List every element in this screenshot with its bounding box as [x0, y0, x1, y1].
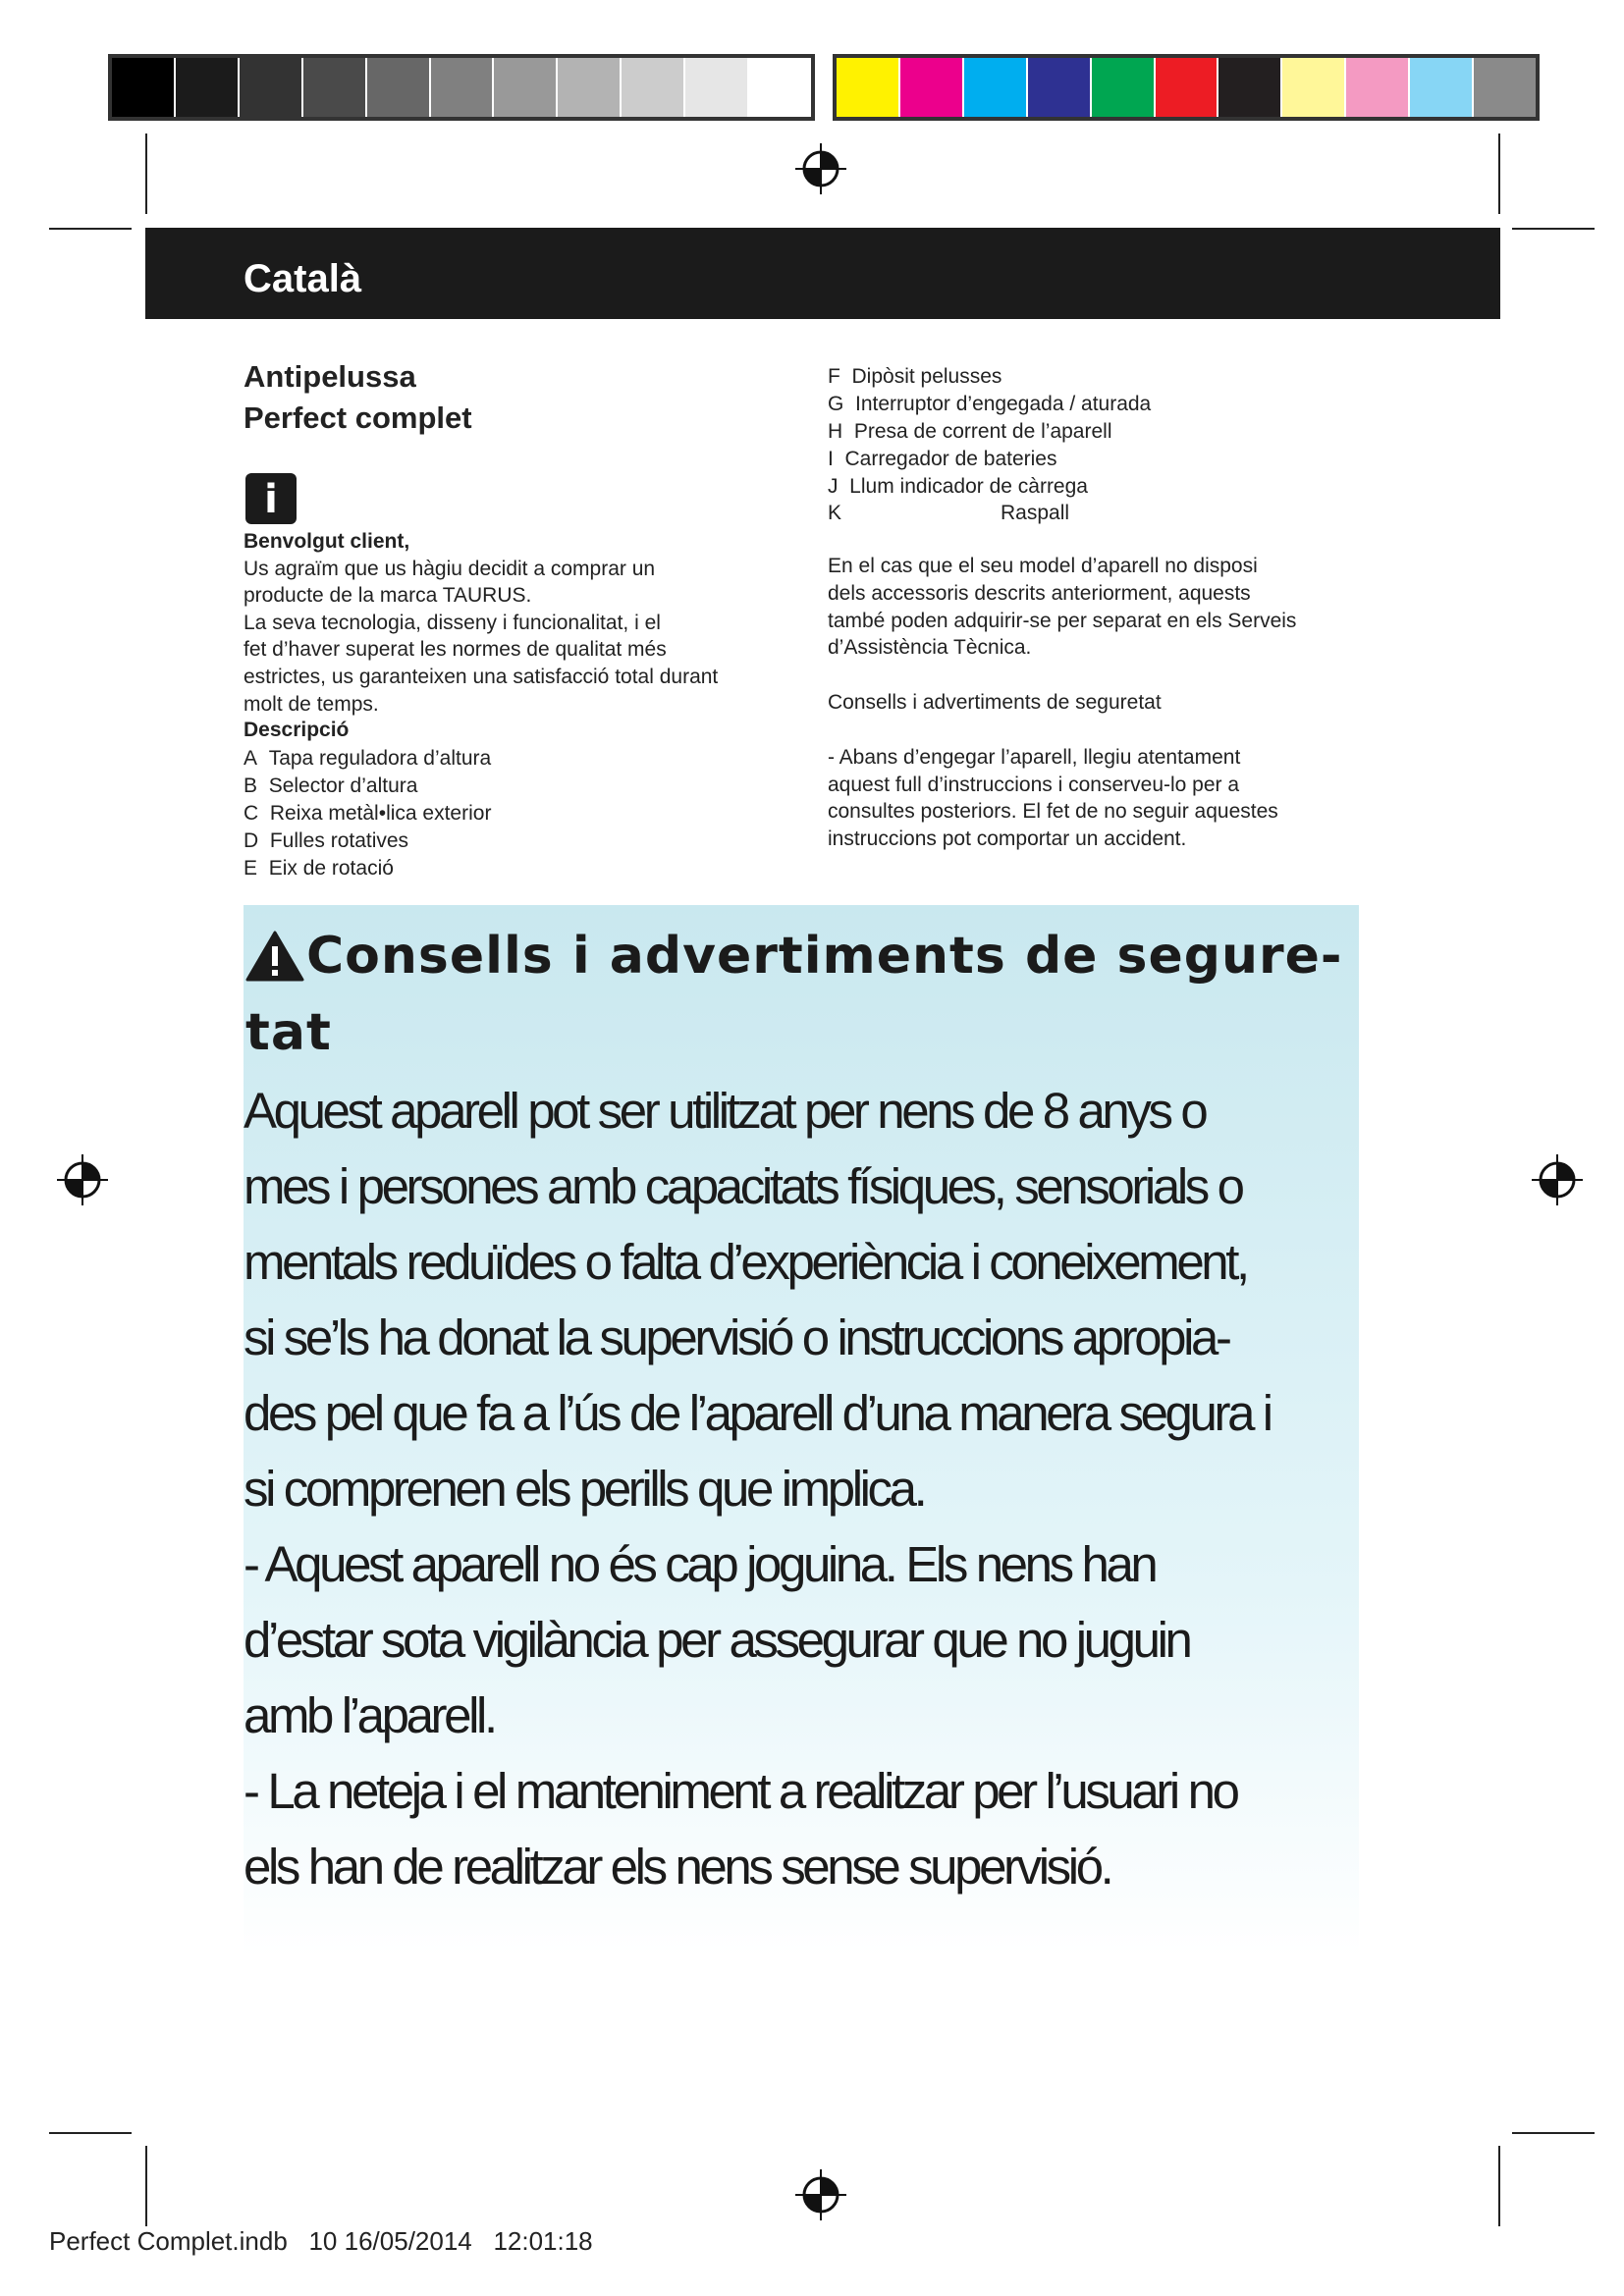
accessories-note-line: d’Assistència Tècnica.	[828, 636, 1032, 659]
gray-swatch	[176, 58, 240, 117]
color-swatch	[1282, 58, 1346, 117]
color-swatch	[1156, 58, 1219, 117]
grayscale-color-bar	[108, 54, 815, 121]
color-swatch	[1092, 58, 1156, 117]
description-item: I Carregador de bateries	[828, 448, 1057, 470]
crop-mark-top-left-horizontal	[49, 228, 132, 230]
warning-title-line2: tat	[245, 1003, 332, 1062]
greeting-line: molt de temps.	[244, 693, 379, 716]
greeting-line: estrictes, us garanteixen una satisfacció total durant	[244, 666, 719, 688]
warning-text-line: des pel que fa a l’ús de l’aparell d’una manera segura i	[244, 1385, 1271, 1441]
process-color-bar	[833, 54, 1540, 121]
greeting-line: fet d’haver superat les normes de qualitat més	[244, 638, 667, 661]
warning-text-line: - La neteja i el manteniment a realitzar per l’usuari no	[244, 1763, 1237, 1819]
warning-text-line: amb l’aparell.	[244, 1687, 495, 1743]
gray-swatch	[431, 58, 495, 117]
warning-title-line1: Consells i advertiments de segure-	[306, 927, 1343, 986]
safety-intro-line: - Abans d’engegar l’aparell, llegiu atentament	[828, 746, 1241, 769]
info-icon: i	[245, 473, 297, 524]
description-heading: Descripció	[244, 719, 350, 741]
description-item: K Raspall	[828, 502, 1070, 524]
gray-swatch	[494, 58, 558, 117]
color-swatch	[900, 58, 964, 117]
registration-mark-left-icon	[57, 1154, 108, 1205]
description-item: H Presa de corrent de l’aparell	[828, 420, 1112, 443]
description-item: D Fulles rotatives	[244, 829, 409, 852]
warning-text-line: Aquest aparell pot ser utilitzat per nens de 8 anys o	[244, 1083, 1206, 1139]
color-swatch	[964, 58, 1028, 117]
registration-mark-top-icon	[795, 143, 846, 194]
accessories-note-line: En el cas que el seu model d’aparell no disposi	[828, 555, 1258, 577]
warning-text-line: - Aquest aparell no és cap joguina. Els nens han	[244, 1536, 1156, 1592]
safety-heading: Consells i advertiments de seguretat	[828, 691, 1162, 714]
registration-mark-bottom-icon	[795, 2169, 846, 2220]
accessories-note-line: dels accessoris descrits anteriorment, aquests	[828, 582, 1251, 605]
gray-swatch	[622, 58, 685, 117]
greeting-line: La seva tecnologia, disseny i funcionalitat, i el	[244, 612, 661, 634]
color-swatch	[1028, 58, 1092, 117]
warning-text-line: si se’ls ha donat la supervisió o instruccions apropia-	[244, 1309, 1229, 1365]
warning-triangle-icon	[245, 931, 304, 982]
language-header-band	[145, 228, 1500, 319]
greeting-line: Us agraïm que us hàgiu decidit a comprar un	[244, 558, 656, 580]
gray-swatch	[367, 58, 431, 117]
gray-swatch	[112, 58, 176, 117]
warning-text-line: els han de realitzar els nens sense supervisió.	[244, 1839, 1111, 1895]
crop-mark-bottom-left-horizontal	[49, 2132, 132, 2134]
description-item: B Selector d’altura	[244, 774, 418, 797]
product-name-line2: Perfect complet	[244, 400, 472, 435]
warning-text-line: mentals reduïdes o falta d’experiència i coneixement,	[244, 1234, 1247, 1290]
description-item: G Interruptor d’engegada / aturada	[828, 393, 1152, 415]
language-title: Català	[244, 257, 362, 300]
print-slug: Perfect Complet.indb 10 16/05/2014 12:01:18	[49, 2226, 593, 2256]
description-item: C Reixa metàl•lica exterior	[244, 802, 492, 825]
gray-swatch	[749, 58, 811, 117]
crop-mark-top-left-vertical	[145, 133, 147, 214]
safety-intro-line: aquest full d’instruccions i conserveu-lo per a	[828, 774, 1240, 796]
crop-mark-bottom-left-vertical	[145, 2146, 147, 2226]
safety-intro-line: instruccions pot comportar un accident.	[828, 828, 1187, 850]
gray-swatch	[240, 58, 303, 117]
crop-mark-bottom-right-vertical	[1498, 2146, 1500, 2226]
warning-text-line: si comprenen els perills que implica.	[244, 1461, 925, 1517]
safety-intro-line: consultes posteriors. El fet de no seguir aquestes	[828, 800, 1278, 823]
description-item: J Llum indicador de càrrega	[828, 475, 1088, 498]
color-swatch	[1410, 58, 1474, 117]
crop-mark-top-right-horizontal	[1512, 228, 1595, 230]
color-swatch	[1346, 58, 1410, 117]
gray-swatch	[558, 58, 622, 117]
color-swatch	[837, 58, 900, 117]
color-swatch	[1474, 58, 1536, 117]
description-item: A Tapa reguladora d’altura	[244, 747, 492, 770]
greeting-heading: Benvolgut client,	[244, 530, 410, 553]
greeting-line: producte de la marca TAURUS.	[244, 584, 532, 607]
description-item: E Eix de rotació	[244, 857, 394, 880]
crop-mark-top-right-vertical	[1498, 133, 1500, 214]
registration-mark-right-icon	[1532, 1154, 1583, 1205]
product-name-line1: Antipelussa	[244, 359, 416, 394]
color-swatch	[1218, 58, 1282, 117]
warning-text-line: d’estar sota vigilància per assegurar que no juguin	[244, 1612, 1190, 1668]
gray-swatch	[685, 58, 749, 117]
crop-mark-bottom-right-horizontal	[1512, 2132, 1595, 2134]
accessories-note-line: també poden adquirir-se per separat en els Serveis	[828, 610, 1297, 632]
warning-text-line: mes i persones amb capacitats físiques, sensorials o	[244, 1158, 1242, 1214]
description-item: F Dipòsit pelusses	[828, 365, 1002, 388]
gray-swatch	[303, 58, 367, 117]
